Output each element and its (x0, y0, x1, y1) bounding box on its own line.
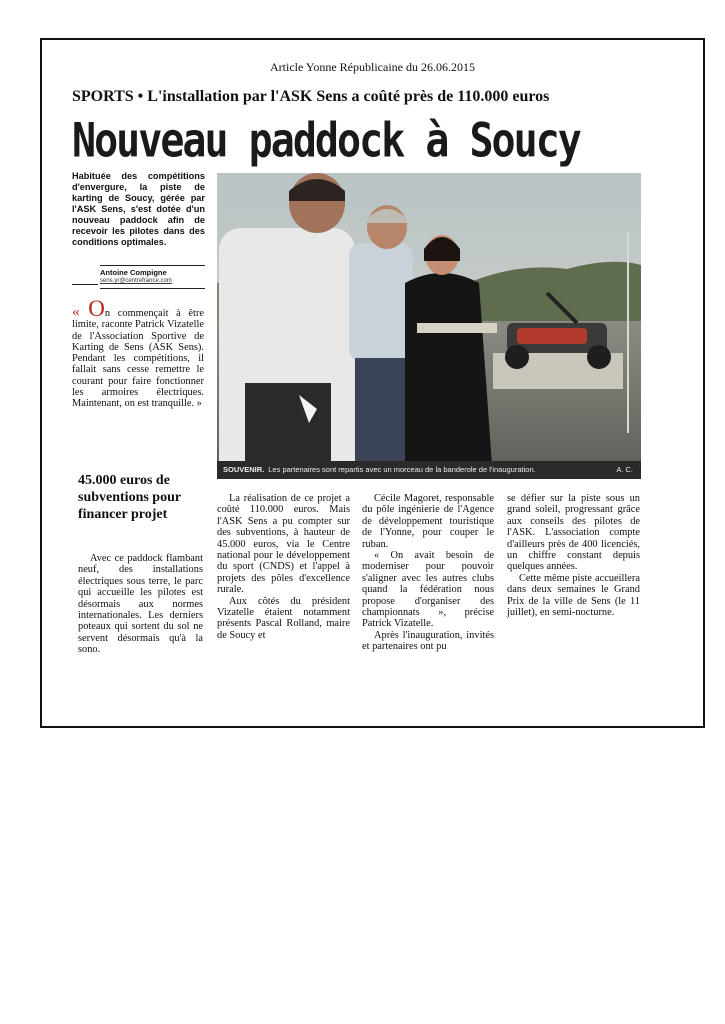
body-paragraph: Cette même piste accueillera dans deux semaines le Grand Prix de la ville de Sens (le 11 juillet), en semi-nocturne. (507, 572, 640, 619)
byline-author: Antoine Compigne (100, 268, 167, 277)
photo-caption (217, 461, 641, 479)
byline-email: sens.yr@centrefrance.com (100, 278, 172, 284)
body-paragraph: « On avait besoin de moderniser pour pouvoir s'aligner avec les autres clubs quand la fédération nous propose d'organiser des championnats », précise Patrick Vizatelle. (362, 550, 494, 630)
quote-open-mark: « (72, 304, 89, 320)
article-frame (40, 38, 705, 728)
body-paragraph: Après l'inauguration, invités et partenaires ont pu (362, 629, 494, 653)
body-paragraph: Avec ce paddock flambant neuf, des installations électriques sous terre, le parc qui accueille les pilotes est désormais aux normes internationales. Les derniers poteaux qui sortent du sol ne servent désormais qu'à la sono. (78, 553, 203, 656)
body-paragraph: se défier sur la piste sous un grand soleil, progressant grâce aux conseils des pilotes de l'ASK. L'association compte d'ailleurs près de 400 licenciés, un chiffre constant depuis quelques années. (507, 493, 640, 573)
quote-text: n commençait à être limite, raconte Patrick Vizatelle de l'Association Sportive de Karting de Sens (ASK Sens). Pendant les compétitions, il fallait sans cesse remettre le courant pour faire fonctionner les armoires électriques. Maintenant, on est tranquille. » (72, 308, 204, 410)
caption-label: SOUVENIR. (223, 465, 265, 474)
article-source: Article Yonne Républicaine du 26.06.2015 (270, 60, 475, 74)
caption-credit: A. C. (616, 465, 633, 474)
body-column-1 (78, 553, 203, 656)
article-lead: Habituée des compétitions d'envergure, la piste de karting de Soucy, gérée par l'ASK Sens, s'est dotée d'un nouveau paddock afin de recevoir les pilotes dans des conditions optimales. (72, 171, 205, 247)
body-paragraph: Aux côtés du président Vizatelle étaient notamment présents Pascal Rolland, maire de Soucy et (217, 595, 350, 641)
body-paragraph: La réalisation de ce projet a coûté 110.000 euros. Mais l'ASK Sens a pu compter sur des subventions, à hauteur de 45.000 euros, via le Centre national pour le développement du sport (CNDS) et l'appel à projets des pôles d'excellence rurale. (217, 493, 350, 596)
article-headline: Nouveau paddock à Soucy (72, 114, 580, 169)
pull-quote (72, 296, 204, 410)
article-kicker: SPORTS • L'installation par l'ASK Sens a coûté près de 110.000 euros (72, 88, 550, 105)
person-middle-icon (349, 205, 413, 473)
article-photo (217, 173, 641, 479)
byline-rule (72, 284, 98, 285)
body-column-4 (507, 493, 640, 618)
caption-text: Les partenaires sont repartis avec un morceau de la banderole de l'inauguration. (268, 465, 536, 474)
quote-dropcap: O (88, 296, 105, 321)
byline (100, 265, 205, 289)
article-subhead: 45.000 euros de subventions pour financer projet (78, 473, 181, 522)
body-paragraph: Cécile Magoret, responsable du pôle ingénierie de l'Agence de développement touristique de l'Yonne, pour couper le ruban. (362, 493, 494, 550)
body-column-3 (362, 493, 494, 653)
photo-illustration (217, 173, 641, 479)
body-column-2 (217, 493, 350, 641)
